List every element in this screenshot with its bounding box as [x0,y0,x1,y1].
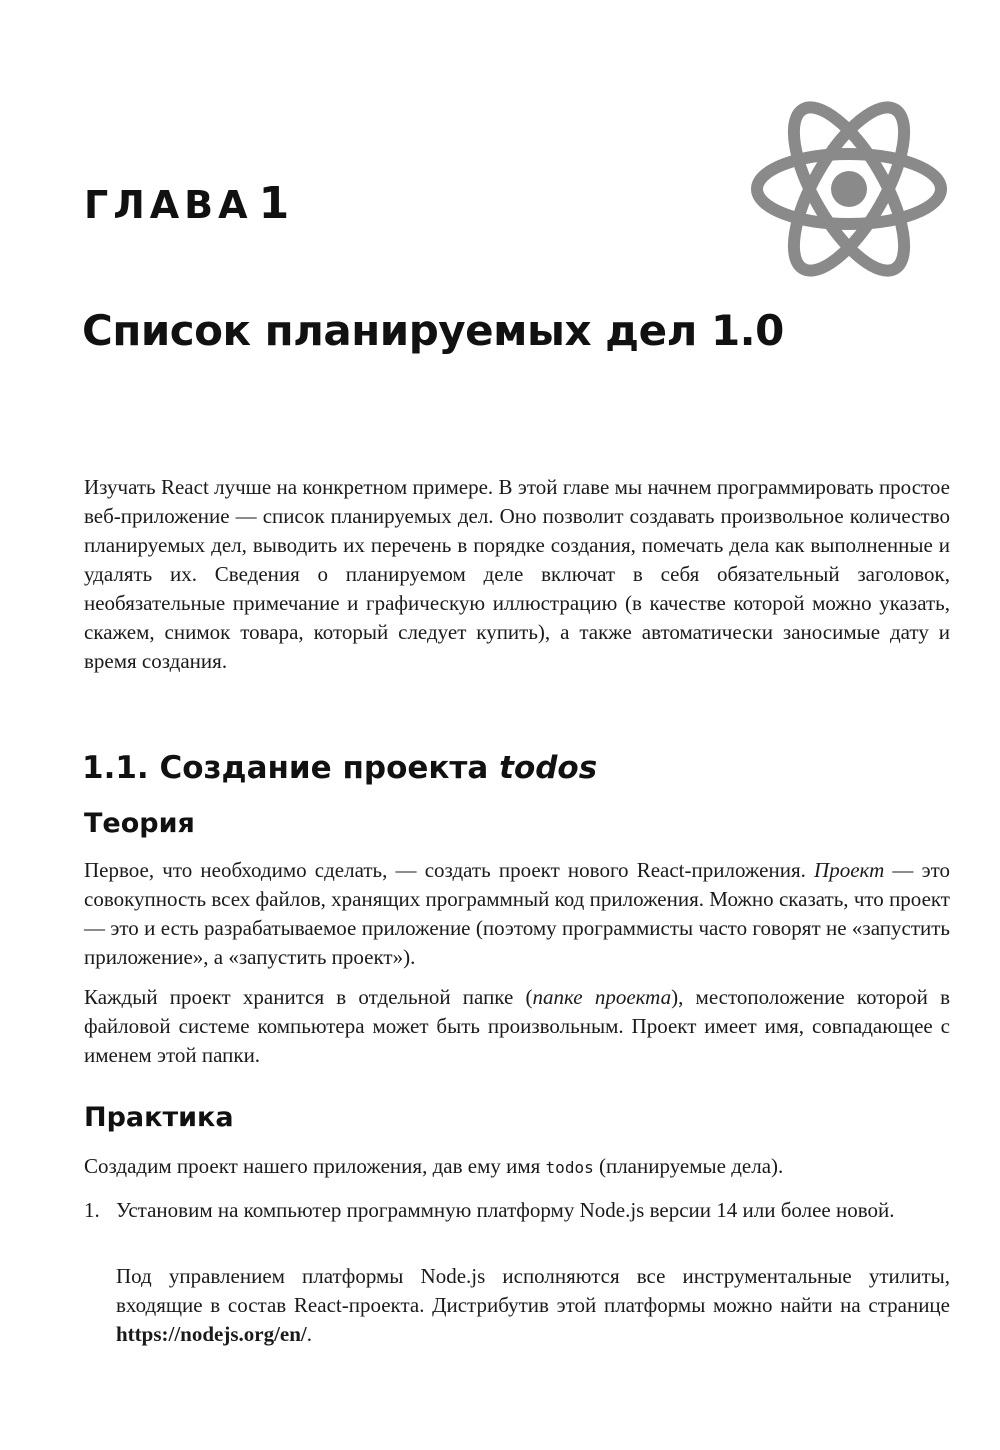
note-text-b: . [306,1322,313,1346]
chapter-label-word: ГЛАВА [84,183,253,227]
theory-p1-text-b: — это совокупность всех файлов, хранящих программный код приложения. Можно сказать, что проект — это и есть разрабатываемое приложение (поэтому программисты часто говорят не «запустить приложение», а «запустить проект»). [84,858,951,969]
section-heading [82,750,597,786]
project-name-code: todos [545,1158,594,1177]
theory-p1-term: Проект [814,858,885,882]
theory-p2-text-b: ), местоположение которой в файловой системе компьютера может быть произвольным. Проект имеет имя, совпадающее с именем этой папки. [84,985,950,1067]
theory-heading: Теория [84,808,195,839]
theory-paragraph-1 [84,856,950,972]
chapter-number: 1 [258,178,290,229]
chapter-title: Список планируемых дел 1.0 [82,306,784,355]
list-item-text: Установим на компьютер программную платформу Node.js версии 14 или более новой. [116,1198,895,1222]
practice-p1-text-a: Создадим проект нашего приложения, дав ему имя [84,1154,541,1178]
nodejs-link[interactable]: https://nodejs.org/en/ [116,1322,307,1346]
practice-p1-text-b: (планируемые дела). [598,1154,784,1178]
practice-heading: Практика [84,1102,234,1133]
chapter-label [84,178,289,229]
theory-p1-text-a: Первое, что необходимо сделать, — создать проект нового React-приложения. [84,858,806,882]
list-item-note [116,1262,950,1349]
react-atom-icon [746,96,952,282]
theory-paragraph-2 [84,983,950,1070]
theory-p2-term: папке проекта [532,985,672,1009]
intro-paragraph: Изучать React лучше на конкретном примере. В этой главе мы начнем программировать простое веб-приложение — список планируемых дел. Оно позволит создавать произвольное количество планируемых дел, выводить их перечень в порядке создания, помечать дела как выполненные и удалять их. Сведения о планируемом деле включат в себя обязательный заголовок, необязательные примечание и графическую иллюстрацию (в качестве которой можно указать, скажем, снимок товара, который следует купить), а также автоматически заносимые дату и время создания. [84,475,950,673]
react-nucleus [831,171,867,207]
list-item-number: 1. [84,1198,100,1222]
theory-p2-text-a: Каждый проект хранится в отдельной папке ( [84,985,533,1009]
practice-paragraph [84,1152,950,1182]
section-heading-text: 1.1. Создание проекта [82,750,489,786]
note-text-a: Под управлением платформы Node.js исполняются все инструментальные утилиты, входящие в состав React-проекта. Дистрибутив этой платформы можно найти на странице [116,1264,950,1317]
section-heading-project-name: todos [499,750,598,786]
